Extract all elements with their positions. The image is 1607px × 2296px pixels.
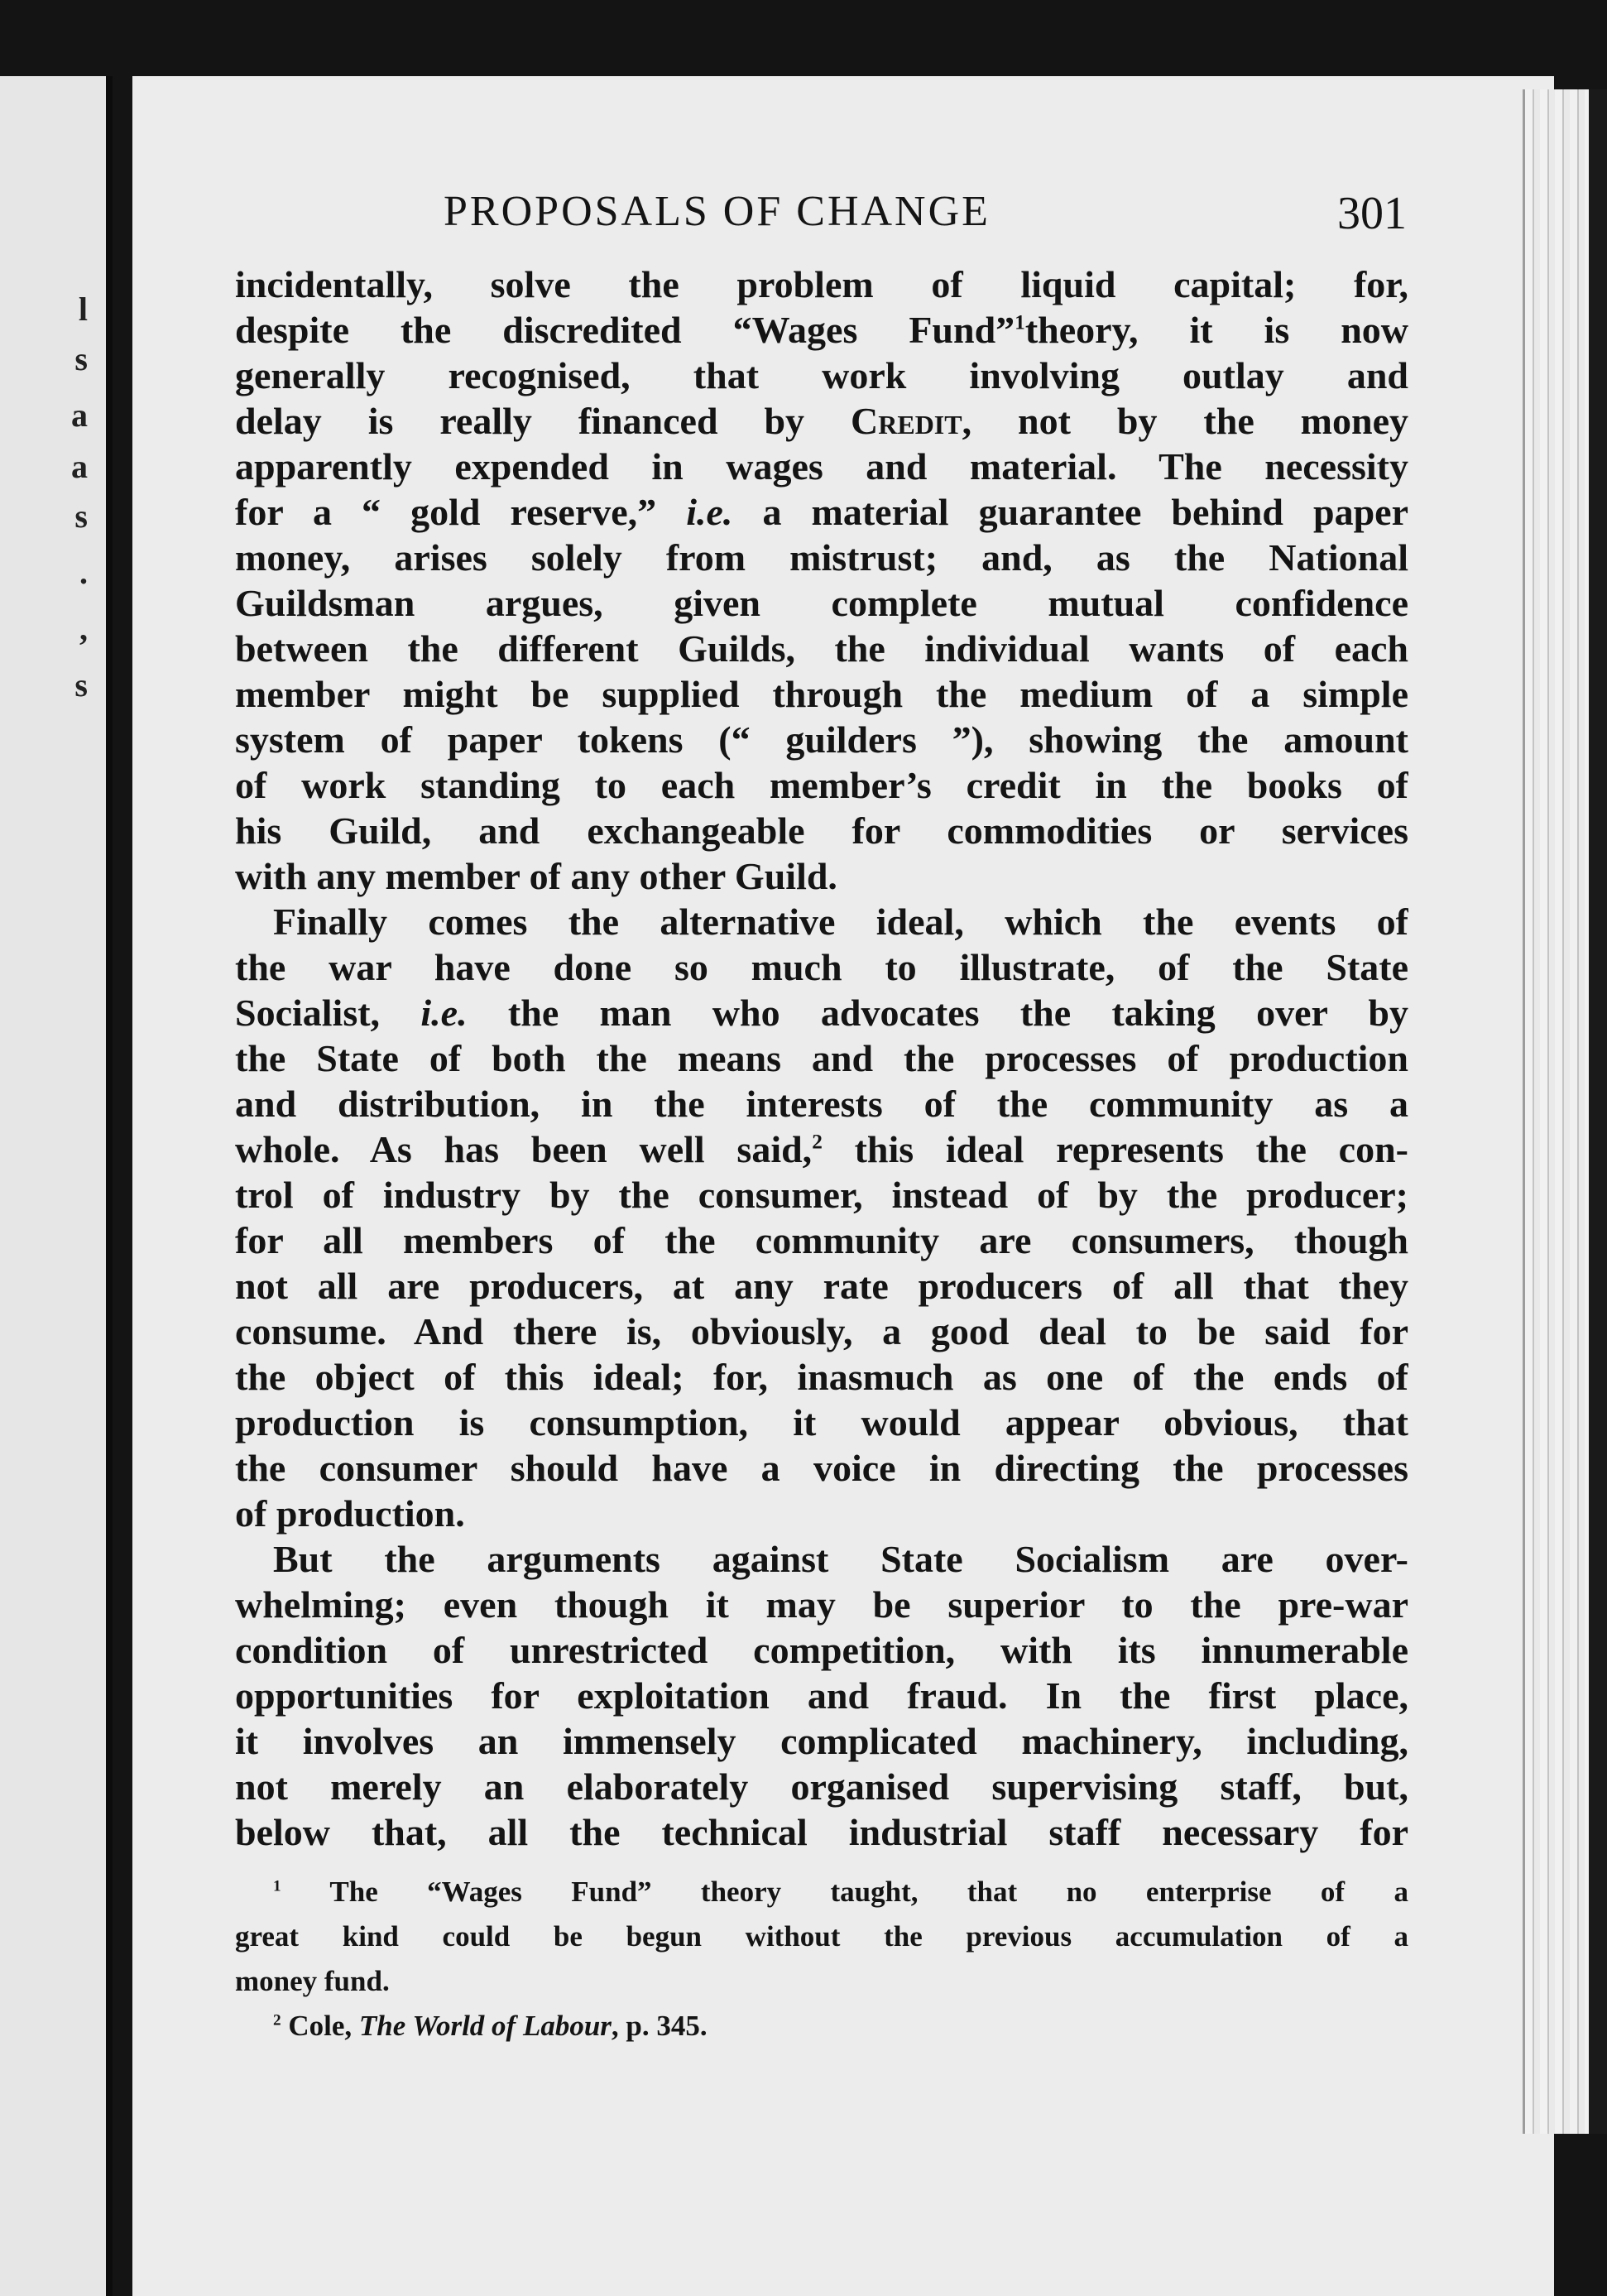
line-text: the war have done so much to illustrate, of the State bbox=[235, 946, 1408, 988]
line-text: Socialist, bbox=[235, 992, 421, 1034]
text-line bbox=[235, 1081, 1408, 1126]
text-line bbox=[235, 489, 1408, 535]
text-line bbox=[235, 1354, 1408, 1400]
text-line bbox=[235, 671, 1408, 717]
previous-page-fragment: a bbox=[71, 396, 88, 434]
text-line bbox=[235, 1809, 1408, 1855]
line-text: trol of industry by the consumer, instead of by the producer; bbox=[235, 1174, 1408, 1216]
line-text: incidentally, solve the problem of liquid capital; for, bbox=[235, 263, 1408, 305]
text-line bbox=[235, 580, 1408, 626]
text-line bbox=[235, 1536, 1408, 1582]
line-text: , p. 345. bbox=[611, 2010, 708, 2042]
line-text: Finally comes the alternative ideal, which the events of bbox=[273, 901, 1408, 943]
line-text: his Guild, and exchangeable for commodities or services bbox=[235, 809, 1408, 852]
book-page bbox=[132, 76, 1554, 2296]
line-text: this ideal represents the con- bbox=[822, 1128, 1408, 1170]
text-line bbox=[235, 762, 1408, 808]
line-text: between the different Guilds, the individual wants of each bbox=[235, 627, 1408, 670]
line-text: for a “ gold reserve,” bbox=[235, 491, 687, 533]
line-text: whole. As has been well said, bbox=[235, 1128, 813, 1170]
text-line bbox=[235, 1400, 1408, 1445]
line-text: the State of both the means and the processes of production bbox=[235, 1037, 1408, 1079]
line-text: system of paper tokens (“ guilders ”), showing the amount bbox=[235, 718, 1408, 761]
text-line bbox=[235, 717, 1408, 762]
line-text: of production. bbox=[235, 1492, 465, 1535]
footnote-line bbox=[235, 1914, 1408, 1959]
text-line bbox=[235, 1218, 1408, 1263]
footnotes bbox=[235, 1870, 1408, 2049]
line-text: the consumer should have a voice in directing the processes bbox=[235, 1447, 1408, 1489]
italic-text: i.e. bbox=[686, 491, 733, 533]
line-text: a material guarantee behind paper bbox=[732, 491, 1408, 533]
body-text bbox=[235, 262, 1408, 1855]
italic-text: i.e. bbox=[420, 992, 468, 1034]
page-header bbox=[235, 187, 1408, 262]
line-text: it involves an immensely complicated machinery, including, bbox=[235, 1720, 1408, 1762]
line-text: Guildsman argues, given complete mutual confidence bbox=[235, 582, 1408, 624]
footnote-line bbox=[235, 2004, 1408, 2049]
previous-page-fragment: , bbox=[79, 610, 88, 647]
text-line bbox=[235, 853, 1408, 899]
text-line bbox=[235, 262, 1408, 307]
text-line bbox=[235, 899, 1408, 944]
text-line bbox=[235, 1126, 1408, 1172]
line-text: delay is really financed by bbox=[235, 400, 851, 442]
line-text: whelming; even though it may be superior to the pre-war bbox=[235, 1583, 1408, 1626]
text-line bbox=[235, 444, 1408, 489]
text-line bbox=[235, 1263, 1408, 1309]
text-line bbox=[235, 1491, 1408, 1536]
text-line bbox=[235, 1445, 1408, 1491]
line-text: money, arises solely from mistrust; and, as the National bbox=[235, 536, 1408, 579]
line-text: great kind could be begun without the previous accumulation of a bbox=[235, 1920, 1408, 1953]
line-text: opportunities for exploitation and fraud. In the first place, bbox=[235, 1674, 1408, 1717]
text-line bbox=[235, 1673, 1408, 1718]
previous-page-fragment: l bbox=[78, 291, 88, 328]
line-text: But the arguments against State Socialism are over- bbox=[273, 1538, 1408, 1580]
running-head: PROPOSALS OF CHANGE bbox=[444, 188, 991, 235]
line-text: consume. And there is, obviously, a good deal to be said for bbox=[235, 1310, 1408, 1352]
line-text: and distribution, in the interests of the community as a bbox=[235, 1083, 1408, 1125]
line-text: member might be supplied through the medium of a simple bbox=[235, 673, 1408, 715]
line-text: generally recognised, that work involving outlay and bbox=[235, 354, 1408, 396]
text-line bbox=[235, 1764, 1408, 1809]
page-content bbox=[235, 187, 1408, 2049]
line-text: not all are producers, at any rate producers of all that they bbox=[235, 1265, 1408, 1307]
text-line bbox=[235, 1172, 1408, 1218]
small-caps-text: Credit bbox=[851, 400, 962, 442]
previous-page-fragment: s bbox=[74, 340, 88, 377]
text-line bbox=[235, 398, 1408, 444]
line-text: with any member of any other Guild. bbox=[235, 855, 837, 897]
line-text: Cole, bbox=[288, 2010, 359, 2042]
line-text: below that, all the technical industrial staff necessary for bbox=[235, 1811, 1408, 1853]
text-line bbox=[235, 353, 1408, 398]
text-line bbox=[235, 535, 1408, 580]
line-text: production is consumption, it would appear obvious, that bbox=[235, 1401, 1408, 1443]
line-text: apparently expended in wages and material. The necessity bbox=[235, 445, 1408, 488]
page-stack-shadow bbox=[1589, 89, 1607, 2134]
line-text: money fund. bbox=[235, 1965, 390, 1997]
text-line bbox=[235, 944, 1408, 990]
text-line bbox=[235, 1035, 1408, 1081]
line-text: not merely an elaborately organised supervising staff, but, bbox=[235, 1765, 1408, 1808]
footnote-line bbox=[235, 1959, 1408, 2004]
text-line bbox=[235, 1627, 1408, 1673]
line-text: condition of unrestricted competition, with its innumerable bbox=[235, 1629, 1408, 1671]
previous-page-fragment: s bbox=[74, 497, 88, 535]
text-line bbox=[235, 990, 1408, 1035]
line-text: despite the discredited “Wages Fund” bbox=[235, 309, 1015, 351]
footnote-number: 2 bbox=[273, 2011, 281, 2029]
line-text: the man who advocates the taking over by bbox=[467, 992, 1408, 1034]
previous-page-fragment: s bbox=[74, 666, 88, 704]
previous-page-fragment: a bbox=[71, 448, 88, 485]
text-line bbox=[235, 626, 1408, 671]
text-line bbox=[235, 1582, 1408, 1627]
line-text: for all members of the community are consumers, though bbox=[235, 1219, 1408, 1261]
italic-text: The World of Labour bbox=[358, 2010, 612, 2042]
line-text: the object of this ideal; for, inasmuch as one of the ends of bbox=[235, 1356, 1408, 1398]
line-text: The “Wages Fund” theory taught, that no enterprise of a bbox=[329, 1876, 1408, 1908]
line-text: theory, it is now bbox=[1024, 309, 1408, 351]
previous-page-edge bbox=[0, 76, 113, 2296]
text-line bbox=[235, 1718, 1408, 1764]
footnote-reference: 1 bbox=[1015, 310, 1025, 334]
page-number: 301 bbox=[1337, 188, 1407, 239]
text-line bbox=[235, 1309, 1408, 1354]
previous-page-fragment: . bbox=[79, 554, 88, 591]
footnote-number: 1 bbox=[273, 1877, 281, 1895]
line-text: , not by the money bbox=[962, 400, 1408, 442]
footnote-reference: 2 bbox=[812, 1130, 823, 1154]
text-line bbox=[235, 808, 1408, 853]
text-line bbox=[235, 307, 1408, 353]
line-text: of work standing to each member’s credit in the books of bbox=[235, 764, 1408, 806]
footnote-line bbox=[235, 1870, 1408, 1914]
page-stack-edge bbox=[1523, 89, 1591, 2134]
